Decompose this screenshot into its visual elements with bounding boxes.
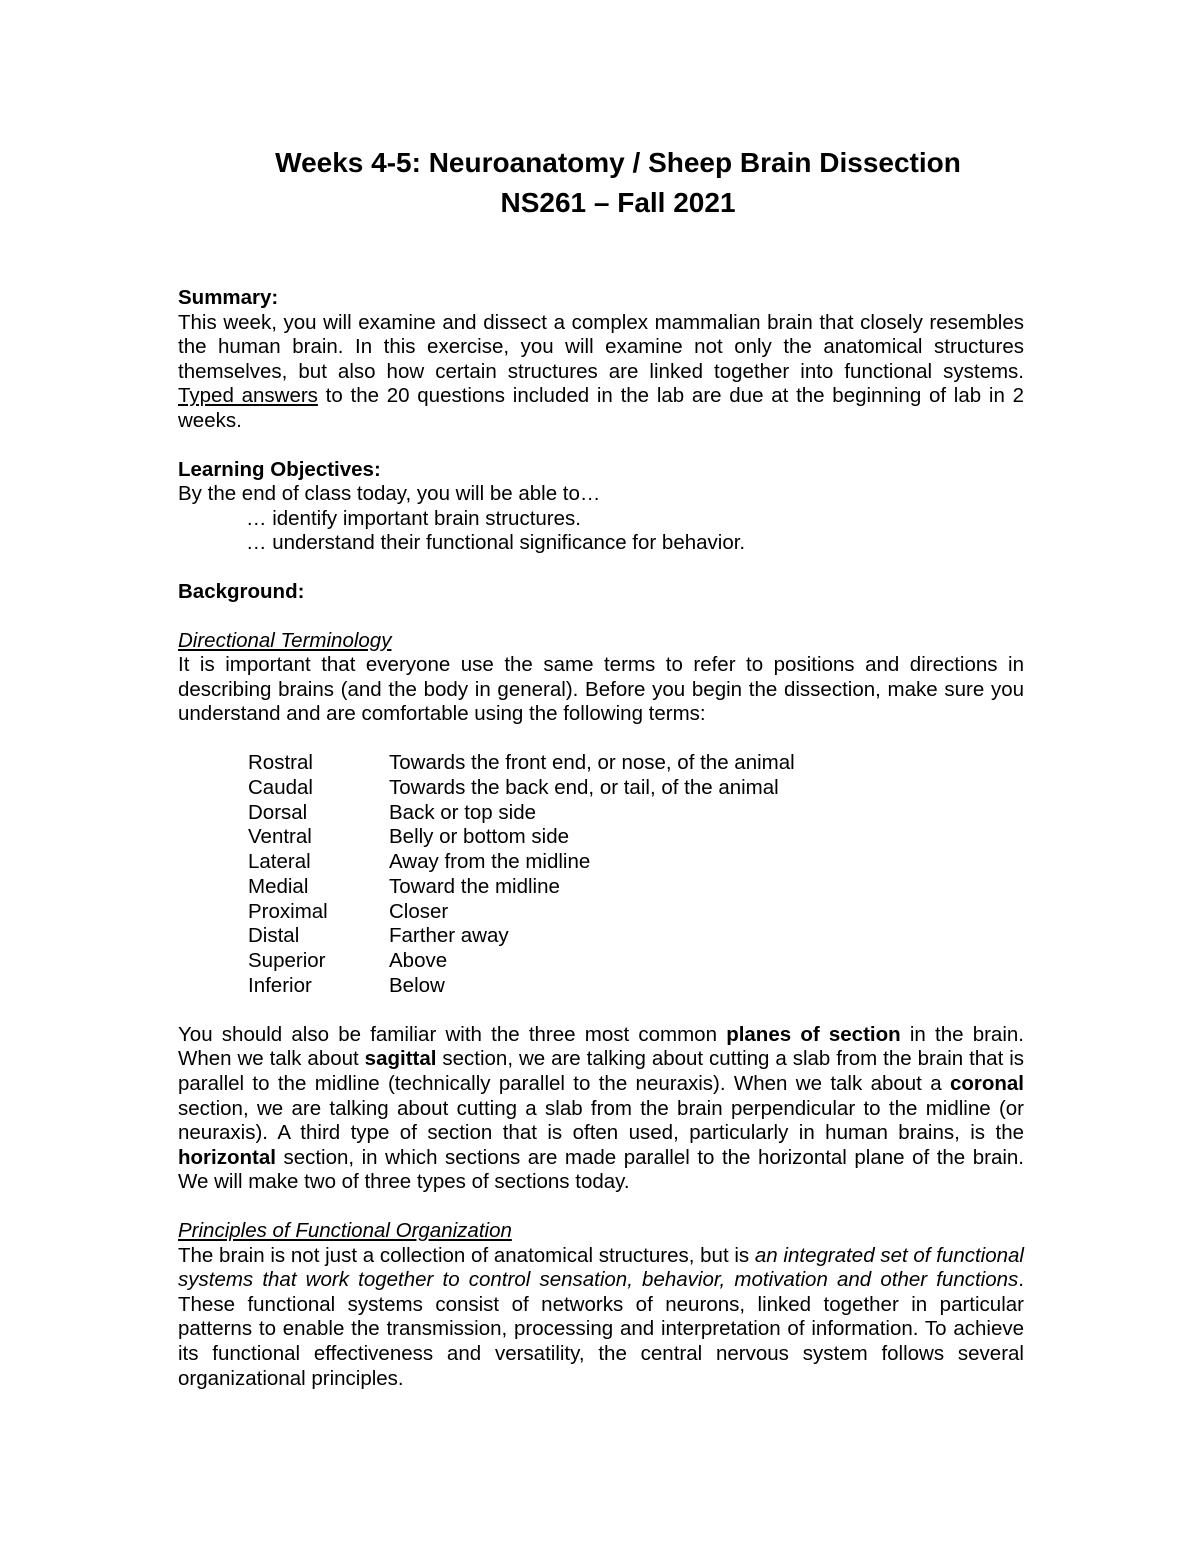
term-row (248, 801, 795, 826)
summary-text-end: to the 20 questions included in the lab are due at the beginning of lab in 2 weeks. (178, 384, 1024, 432)
term-definition: Away from the midline (389, 850, 591, 874)
coronal-term: coronal (949, 1072, 1024, 1096)
summary-text: This week, you will examine and dissect a complex mammalian brain that closely resembles the human brain. In this exercise, you will examine not only the anatomical structures themselves, but also how certain structures are linked together into functional systems. (178, 310, 1024, 383)
planes-text: section, in which sections are made parallel to the horizontal plane of the brain. We will make two of three types of sections today. (178, 1145, 1024, 1194)
document-title: Weeks 4-5: Neuroanatomy / Sheep Brain Dissection (275, 147, 961, 178)
directional-intro-paragraph: It is important that everyone use the same terms to refer to positions and directions in describing brains (and the body in general). Before you begin the dissection, make sure you understand and are comfortable using the following terms: (178, 653, 1024, 726)
term-row (248, 974, 795, 999)
objectives-intro: By the end of class today, you will be able to… (178, 482, 601, 506)
term-row (248, 825, 795, 850)
term-row (248, 875, 795, 900)
functional-text: . These functional systems consist of networks of neurons, linked together in particular patterns to enable the transmission, processing and interpretation of information. To achieve its functional effectiveness and versatility, the central nervous system follows several organizational principles. (178, 1268, 1024, 1390)
objective-item: … understand their functional significance for behavior. (246, 531, 746, 555)
term-row (248, 924, 795, 949)
term-name: Dorsal (248, 800, 308, 824)
functional-text: The brain is not just a collection of anatomical structures, but is (178, 1243, 755, 1267)
functional-organization-paragraph (178, 1244, 1024, 1392)
planes-text: section, we are talking about cutting a slab from the brain perpendicular to the midline (or neuraxis). A third type of section that is often used, particularly in human brains, is the (178, 1096, 1024, 1145)
typed-answers-emphasis: Typed answers (178, 384, 318, 408)
planes-text: You should also be familiar with the three most common (178, 1022, 727, 1046)
term-definition: Below (389, 974, 445, 998)
document-body (178, 286, 1024, 1391)
term-row (248, 751, 795, 776)
term-row (248, 850, 795, 875)
functional-organization-subheading: Principles of Functional Organization (178, 1219, 512, 1243)
term-name: Ventral (248, 825, 312, 849)
term-name: Medial (248, 874, 309, 898)
summary-heading: Summary: (178, 286, 279, 309)
term-definition: Toward the midline (389, 874, 560, 898)
horizontal-term: horizontal (178, 1145, 276, 1169)
term-definition: Belly or bottom side (389, 825, 570, 849)
term-name: Rostral (248, 750, 313, 774)
summary-paragraph (178, 311, 1024, 434)
planes-of-section-paragraph (178, 1023, 1024, 1195)
functional-systems-emphasis: an integrated set of functional systems that work together to control sensation, behavior, motivation and other functions (178, 1243, 1024, 1292)
term-definition: Back or top side (389, 800, 536, 824)
term-name: Inferior (248, 974, 312, 998)
course-subtitle: NS261 – Fall 2021 (500, 187, 736, 218)
term-name: Caudal (248, 775, 313, 799)
term-name: Superior (248, 949, 326, 973)
objective-item: … identify important brain structures. (246, 506, 581, 530)
term-row (248, 900, 795, 925)
planes-of-section-term: planes of section (726, 1022, 901, 1046)
term-name: Lateral (248, 850, 311, 874)
term-definition: Towards the front end, or nose, of the animal (389, 750, 795, 774)
term-name: Distal (248, 924, 300, 948)
directional-terminology-subheading: Directional Terminology (178, 628, 392, 652)
planes-text: in the brain. When we talk about (178, 1022, 1024, 1071)
term-row (248, 776, 795, 801)
term-definition: Closer (389, 899, 449, 923)
directional-terms-table (248, 751, 795, 999)
background-heading: Background: (178, 579, 305, 603)
term-row (248, 949, 795, 974)
term-definition: Above (389, 949, 448, 973)
term-name: Proximal (248, 899, 328, 923)
term-definition: Towards the back end, or tail, of the animal (389, 775, 779, 799)
sagittal-term: sagittal (364, 1047, 437, 1071)
objectives-heading: Learning Objectives: (178, 457, 381, 481)
planes-text: section, we are talking about cutting a slab from the brain that is parallel to the midline (technically parallel to the neuraxis). When we talk about a (178, 1047, 1024, 1096)
term-definition: Farther away (389, 924, 509, 948)
